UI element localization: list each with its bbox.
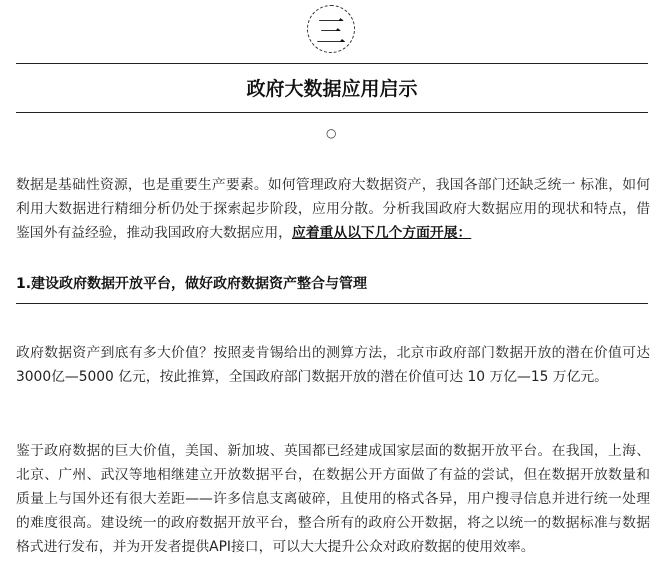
circle-ornament-icon: ○ <box>326 126 337 140</box>
intro-paragraph <box>16 173 650 245</box>
title-bottom-rule <box>16 112 648 113</box>
title-top-rule <box>16 63 648 64</box>
body-paragraph-2: 鉴于政府数据的巨大价值，美国、新加坡、英国都已经建成国家层面的数据开放平台。在我国，上海、北京、广州、武汉等地相继建立开放数据平台，在数据公开方面做了有益的尝试，但在数据开放数量和质量上与国外还有很大差距——许多信息支离破碎，且使用的格式各异，用户搜寻信息并进行统一处理的难度很高。建设统一的政府数据开放平台，整合所有的政府公开数据，将之以统一的数据标准与数据格式进行发布，并为开发者提供API接口，可以大大提升公众对政府数据的使用效率。 <box>16 443 650 555</box>
section-number-badge: 三 <box>307 5 355 53</box>
subsection-rule <box>16 303 648 304</box>
intro-text: 数据是基础性资源，也是重要生产要素。如何管理政府大数据资产，我国各部门还缺乏统一 标准，如何利用大数据进行精细分析仍处于探索起步阶段，应用分散。分析我国政府大数据应用的现状和特点，借鉴国外有益经验，推动我国政府大数据应用， <box>16 177 650 241</box>
body-paragraph-1: 政府数据资产到底有多大价值？按照麦肯锡给出的测算方法，北京市政府部门数据开放的潜在价值可达 3000亿—5000 亿元，按此推算，全国政府部门数据开放的潜在价值可达 10 万亿—15 万亿元。 <box>16 345 650 385</box>
subsection-heading: 1.建设政府数据开放平台，做好政府数据资产整合与管理 <box>16 276 368 292</box>
article-title: 政府大数据应用启示 <box>246 78 418 100</box>
intro-emphasis: 应着重从以下几个方面开展： <box>291 225 472 241</box>
